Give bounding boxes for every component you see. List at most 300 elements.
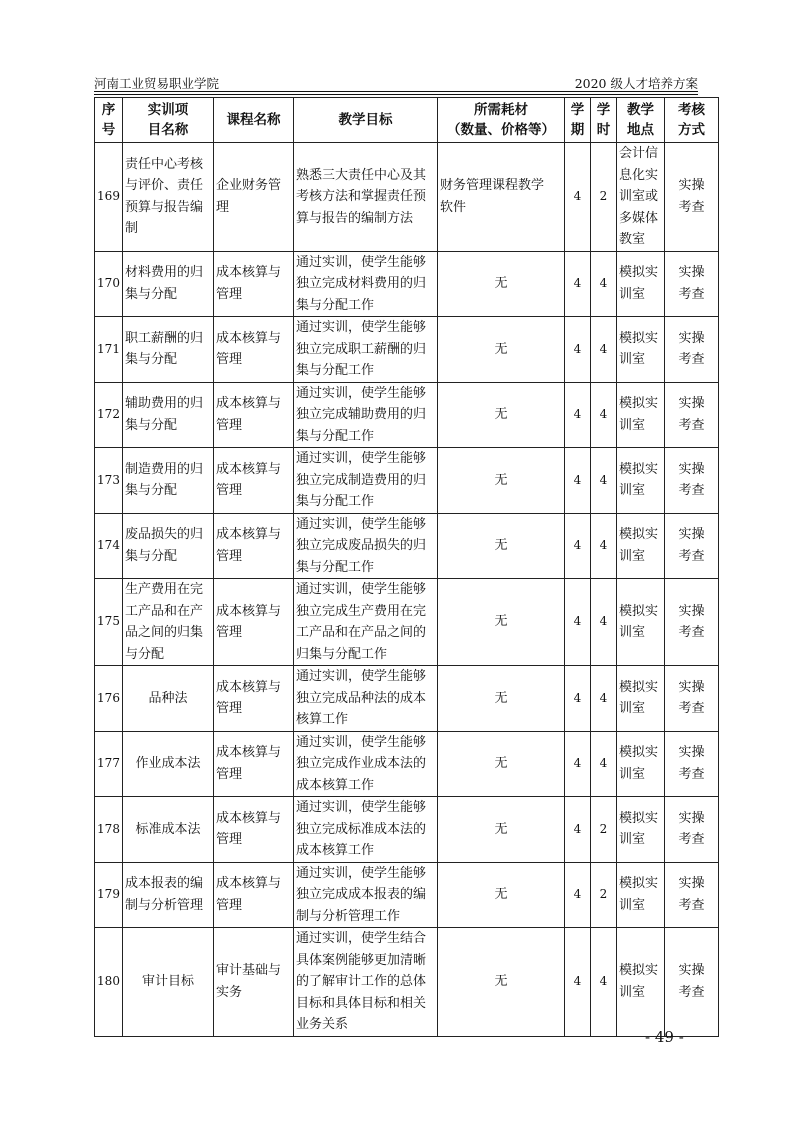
cell-teaching-goal [294, 579, 438, 666]
header-text: 号 [101, 122, 116, 138]
location-line: 训室 [619, 832, 646, 848]
goal-line: 独立完成制造费用的归 [296, 472, 427, 488]
cell-materials [438, 317, 565, 383]
col-location-header [617, 98, 665, 143]
project-line: 与分配 [125, 646, 165, 662]
cell-location [617, 579, 665, 666]
goal-line: 独立完成成本报表的编 [296, 887, 427, 902]
goal-line: 通过实训，使学生能够 [296, 734, 427, 750]
cell-teaching-goal [294, 797, 438, 863]
exam-line: 考查 [678, 897, 705, 913]
location-line: 训室 [619, 352, 646, 368]
cell-exam-method [665, 251, 719, 317]
cell-semester: 4 [565, 579, 591, 666]
cell-hours: 4 [591, 579, 617, 666]
goal-line: 独立完成作业成本法的 [296, 756, 427, 771]
cell-location [617, 251, 665, 317]
location-line: 训室 [619, 548, 646, 564]
exam-line: 实操 [678, 265, 705, 281]
cell-hours: 4 [591, 317, 617, 383]
header-text: 教学 [627, 102, 654, 118]
table-row [95, 143, 719, 252]
header-text: 目名称 [147, 122, 189, 138]
goal-line: 成本核算工作 [296, 777, 375, 793]
goal-line: 通过实训，使学生能够 [296, 254, 427, 270]
cell-project-name [123, 317, 214, 383]
course-line: 管理 [216, 352, 243, 368]
course-line: 理 [216, 199, 230, 215]
project-line: 预算与报告编 [125, 199, 204, 215]
cell-project-name [123, 579, 214, 666]
course-line: 成本核算与 [216, 603, 282, 619]
exam-line: 考查 [678, 286, 705, 302]
course-line: 管理 [216, 625, 243, 640]
cell-number: 172 [95, 382, 123, 448]
cell-number: 176 [95, 666, 123, 732]
materials-line: 财务管理课程教学 [440, 178, 545, 194]
goal-line: 熟悉三大责任中心及其 [296, 167, 427, 183]
project-line: 生产费用在完 [125, 582, 204, 597]
school-name: 河南工业贸易职业学院 [94, 76, 220, 91]
cell-hours: 2 [591, 143, 617, 252]
cell-location [617, 862, 665, 928]
cell-semester: 4 [565, 143, 591, 252]
cell-materials [438, 143, 565, 252]
cell-number: 175 [95, 579, 123, 666]
location-line: 模拟实 [619, 810, 659, 826]
goal-line: 通过实训，使学生能够 [296, 516, 427, 532]
cell-semester: 4 [565, 317, 591, 383]
goal-line: 集与分配工作 [296, 428, 375, 444]
header-text: 实训项 [147, 102, 189, 118]
location-line: 模拟实 [619, 396, 659, 412]
project-line: 集与分配 [125, 417, 178, 433]
exam-line: 实操 [678, 396, 705, 412]
location-line: 模拟实 [619, 876, 659, 892]
exam-line: 考查 [678, 548, 705, 564]
cell-exam-method [665, 513, 719, 579]
col-materials-header [438, 98, 565, 143]
cell-hours: 4 [591, 448, 617, 514]
cell-number: 180 [95, 928, 123, 1037]
goal-line: 集与分配工作 [296, 363, 375, 378]
goal-line: 集与分配工作 [296, 494, 375, 509]
cell-teaching-goal [294, 862, 438, 928]
cell-teaching-goal [294, 666, 438, 732]
goal-line: 通过实训，使学生能够 [296, 320, 427, 335]
page-header [94, 74, 698, 92]
cell-hours: 4 [591, 251, 617, 317]
exam-line: 考查 [678, 984, 705, 1000]
cell-number: 170 [95, 251, 123, 317]
materials-line: 无 [494, 341, 508, 357]
materials-line: 无 [494, 887, 508, 902]
cell-exam-method [665, 731, 719, 797]
header-text: （数量、价格等） [447, 122, 555, 138]
cell-materials [438, 382, 565, 448]
project-line: 责任中心考核 [125, 156, 204, 172]
cell-course-name [214, 251, 294, 317]
cell-project-name [123, 382, 214, 448]
cell-location [617, 666, 665, 732]
goal-line: 独立完成材料费用的归 [296, 276, 427, 291]
cell-exam-method [665, 317, 719, 383]
page-number: - 49 - [645, 1028, 684, 1046]
goal-line: 考核方法和掌握责任预 [296, 189, 427, 204]
course-line: 成本核算与 [216, 745, 282, 761]
course-line: 管理 [216, 417, 243, 433]
course-line: 管理 [216, 483, 243, 499]
header-text: 学 [596, 102, 611, 118]
location-line: 训室 [619, 286, 646, 302]
course-line: 成本核算与 [216, 396, 282, 412]
exam-line: 考查 [678, 199, 705, 215]
table-row [95, 317, 719, 383]
cell-semester: 4 [565, 928, 591, 1037]
cell-semester: 4 [565, 382, 591, 448]
cell-materials [438, 579, 565, 666]
cell-number: 174 [95, 513, 123, 579]
cell-location [617, 382, 665, 448]
project-line: 标准成本法 [135, 821, 201, 837]
course-line: 成本核算与 [216, 330, 282, 346]
header-text: 所需耗材 [474, 102, 528, 118]
location-line: 训室 [619, 701, 646, 717]
course-line: 成本核算与 [216, 461, 282, 477]
cell-course-name [214, 797, 294, 863]
course-line: 成本核算与 [216, 265, 282, 281]
materials-line: 无 [494, 614, 508, 630]
project-line: 集与分配 [125, 352, 178, 368]
location-line: 训室 [619, 766, 646, 782]
cell-exam-method [665, 448, 719, 514]
cell-location [617, 143, 665, 252]
exam-line: 实操 [678, 461, 705, 477]
cell-teaching-goal [294, 251, 438, 317]
course-line: 成本核算与 [216, 527, 282, 543]
cell-materials [438, 731, 565, 797]
col-semester-header [565, 98, 591, 143]
cell-project-name [123, 448, 214, 514]
table-row [95, 862, 719, 928]
header-text: 方式 [678, 122, 705, 138]
location-line: 训室 [619, 417, 646, 433]
cell-exam-method [665, 666, 719, 732]
goal-line: 独立完成标准成本法的 [296, 821, 427, 837]
project-line: 制与分析管理 [125, 897, 204, 913]
goal-line: 具体案例能够更加清晰 [296, 952, 427, 968]
goal-line: 独立完成废品损失的归 [296, 538, 427, 553]
cell-teaching-goal [294, 731, 438, 797]
cell-exam-method [665, 928, 719, 1037]
cell-teaching-goal [294, 143, 438, 252]
goal-line: 业务关系 [296, 1017, 349, 1032]
exam-line: 实操 [678, 527, 705, 543]
cell-course-name [214, 731, 294, 797]
header-text: 课程名称 [226, 112, 281, 128]
location-line: 息化实 [619, 167, 659, 183]
project-line: 废品损失的归 [125, 527, 204, 543]
cell-project-name [123, 251, 214, 317]
goal-line: 独立完成职工薪酬的归 [296, 341, 427, 357]
project-line: 品之间的归集 [125, 625, 204, 640]
exam-line: 实操 [678, 679, 705, 695]
cell-teaching-goal [294, 382, 438, 448]
col-hours-header [591, 98, 617, 143]
cell-course-name [214, 448, 294, 514]
cell-materials [438, 928, 565, 1037]
goal-line: 成本核算工作 [296, 843, 375, 858]
header-text: 序 [101, 102, 116, 118]
goal-line: 核算工作 [296, 712, 349, 727]
plan-title: 2020 级人才培养方案 [574, 76, 698, 91]
goal-line: 算与报告的编制方法 [296, 210, 414, 226]
goal-line: 工产品和在产品之间的 [296, 625, 427, 640]
col-project-header [123, 98, 214, 143]
exam-line: 考查 [678, 625, 705, 640]
location-line: 模拟实 [619, 527, 659, 543]
course-line: 管理 [216, 897, 243, 913]
goal-line: 归集与分配工作 [296, 646, 388, 662]
exam-line: 考查 [678, 701, 705, 717]
project-line: 品种法 [148, 690, 188, 706]
materials-line: 无 [494, 276, 508, 291]
header-text: 学 [570, 102, 585, 118]
cell-project-name [123, 513, 214, 579]
location-line: 训室 [619, 625, 646, 640]
location-line: 模拟实 [619, 330, 659, 346]
exam-line: 考查 [678, 832, 705, 848]
project-line: 审计目标 [141, 974, 194, 989]
exam-line: 考查 [678, 483, 705, 499]
header-rule-thin [94, 94, 698, 95]
course-line: 企业财务管 [216, 178, 282, 194]
course-line: 成本核算与 [216, 679, 282, 695]
goal-line: 制与分析管理工作 [296, 908, 401, 924]
cell-hours: 2 [591, 797, 617, 863]
cell-teaching-goal [294, 448, 438, 514]
location-line: 会计信 [619, 146, 659, 161]
table-row [95, 666, 719, 732]
cell-exam-method [665, 797, 719, 863]
course-line: 管理 [216, 548, 243, 564]
header-text: 时 [596, 122, 611, 138]
cell-project-name [123, 928, 214, 1037]
cell-hours: 4 [591, 731, 617, 797]
cell-semester: 4 [565, 797, 591, 863]
course-line: 实务 [216, 984, 243, 1000]
exam-line: 考查 [678, 766, 705, 782]
cell-location [617, 797, 665, 863]
cell-hours: 4 [591, 382, 617, 448]
goal-line: 独立完成辅助费用的归 [296, 407, 427, 422]
goal-line: 通过实训，使学生能够 [296, 865, 427, 881]
exam-line: 实操 [678, 876, 705, 892]
materials-line: 无 [494, 690, 508, 706]
table-row [95, 928, 719, 1037]
project-line: 工产品和在产 [125, 603, 204, 619]
cell-teaching-goal [294, 513, 438, 579]
project-line: 材料费用的归 [125, 265, 204, 281]
cell-course-name [214, 513, 294, 579]
cell-exam-method [665, 143, 719, 252]
cell-semester: 4 [565, 448, 591, 514]
course-line: 成本核算与 [216, 876, 282, 892]
cell-number: 179 [95, 862, 123, 928]
location-line: 模拟实 [619, 461, 659, 477]
cell-course-name [214, 143, 294, 252]
col-exam-header [665, 98, 719, 143]
materials-line: 软件 [440, 199, 467, 215]
course-line: 管理 [216, 286, 243, 302]
course-line: 管理 [216, 832, 243, 848]
cell-number: 177 [95, 731, 123, 797]
goal-line: 通过实训，使学生能够 [296, 385, 427, 401]
cell-hours: 4 [591, 513, 617, 579]
cell-hours: 4 [591, 928, 617, 1037]
course-line: 管理 [216, 701, 243, 717]
cell-semester: 4 [565, 251, 591, 317]
cell-number: 171 [95, 317, 123, 383]
project-line: 制造费用的归 [125, 461, 204, 477]
table-row [95, 797, 719, 863]
table-row [95, 382, 719, 448]
cell-number: 169 [95, 143, 123, 252]
cell-course-name [214, 317, 294, 383]
project-line: 辅助费用的归 [125, 396, 204, 412]
materials-line: 无 [494, 538, 508, 553]
table-row [95, 579, 719, 666]
cell-semester: 4 [565, 666, 591, 732]
cell-number: 173 [95, 448, 123, 514]
cell-location [617, 448, 665, 514]
course-line: 管理 [216, 766, 243, 782]
header-rule [94, 91, 698, 92]
exam-line: 实操 [678, 963, 705, 979]
cell-exam-method [665, 382, 719, 448]
materials-line: 无 [494, 756, 508, 771]
cell-number: 178 [95, 797, 123, 863]
course-line: 审计基础与 [216, 963, 282, 979]
project-line: 集与分配 [125, 483, 178, 499]
cell-teaching-goal [294, 317, 438, 383]
col-no-header [95, 98, 123, 143]
project-line: 职工薪酬的归 [125, 330, 204, 346]
materials-line: 无 [494, 472, 508, 488]
table-header-row [95, 98, 719, 143]
location-line: 训室 [619, 897, 646, 913]
cell-location [617, 731, 665, 797]
cell-location [617, 317, 665, 383]
project-line: 制 [125, 221, 139, 237]
materials-line: 无 [494, 821, 508, 837]
cell-exam-method [665, 579, 719, 666]
exam-line: 实操 [678, 745, 705, 761]
goal-line: 的了解审计工作的总体 [296, 974, 427, 989]
cell-course-name [214, 928, 294, 1037]
goal-line: 通过实训，使学生能够 [296, 800, 427, 815]
course-line: 成本核算与 [216, 810, 282, 826]
location-line: 模拟实 [619, 265, 659, 281]
header-text: 考核 [678, 102, 705, 118]
header-text: 地点 [627, 122, 654, 138]
col-course-header [214, 98, 294, 143]
goal-line: 独立完成品种法的成本 [296, 690, 427, 706]
exam-line: 考查 [678, 352, 705, 368]
cell-semester: 4 [565, 862, 591, 928]
location-line: 模拟实 [619, 963, 659, 979]
cell-location [617, 513, 665, 579]
cell-semester: 4 [565, 731, 591, 797]
cell-course-name [214, 666, 294, 732]
col-goal-header [294, 98, 438, 143]
cell-materials [438, 448, 565, 514]
project-line: 与评价、责任 [125, 178, 204, 194]
project-line: 集与分配 [125, 286, 178, 302]
cell-project-name [123, 666, 214, 732]
location-line: 训室 [619, 984, 646, 1000]
cell-hours: 2 [591, 862, 617, 928]
header-text: 期 [570, 122, 585, 138]
table-row [95, 731, 719, 797]
cell-course-name [214, 382, 294, 448]
location-line: 训室或 [619, 189, 659, 204]
location-line: 训室 [619, 483, 646, 499]
cell-semester: 4 [565, 513, 591, 579]
materials-line: 无 [494, 974, 508, 989]
table-row [95, 251, 719, 317]
project-line: 集与分配 [125, 548, 178, 564]
location-line: 教室 [619, 232, 646, 247]
location-line: 模拟实 [619, 603, 659, 619]
header-text: 教学目标 [338, 112, 393, 128]
location-line: 模拟实 [619, 679, 659, 695]
project-line: 成本报表的编 [125, 876, 204, 892]
table-row [95, 513, 719, 579]
cell-materials [438, 666, 565, 732]
training-table [94, 97, 719, 1037]
cell-project-name [123, 143, 214, 252]
cell-hours: 4 [591, 666, 617, 732]
table-row [95, 448, 719, 514]
location-line: 模拟实 [619, 745, 659, 761]
cell-course-name [214, 862, 294, 928]
exam-line: 实操 [678, 603, 705, 619]
cell-materials [438, 797, 565, 863]
cell-course-name [214, 579, 294, 666]
exam-line: 实操 [678, 178, 705, 194]
goal-line: 集与分配工作 [296, 559, 375, 575]
exam-line: 实操 [678, 330, 705, 346]
project-line: 作业成本法 [135, 756, 201, 771]
cell-materials [438, 251, 565, 317]
cell-exam-method [665, 862, 719, 928]
goal-line: 独立完成生产费用在完 [296, 603, 427, 619]
exam-line: 实操 [678, 810, 705, 826]
exam-line: 考查 [678, 417, 705, 433]
cell-materials [438, 862, 565, 928]
goal-line: 通过实训，使学生能够 [296, 669, 427, 684]
cell-location [617, 928, 665, 1037]
location-line: 多媒体 [619, 210, 659, 226]
cell-project-name [123, 862, 214, 928]
goal-line: 集与分配工作 [296, 297, 375, 313]
cell-teaching-goal [294, 928, 438, 1037]
materials-line: 无 [494, 407, 508, 422]
goal-line: 目标和具体目标和相关 [296, 995, 427, 1011]
table-body [95, 143, 719, 1037]
goal-line: 通过实训，使学生能够 [296, 451, 427, 466]
